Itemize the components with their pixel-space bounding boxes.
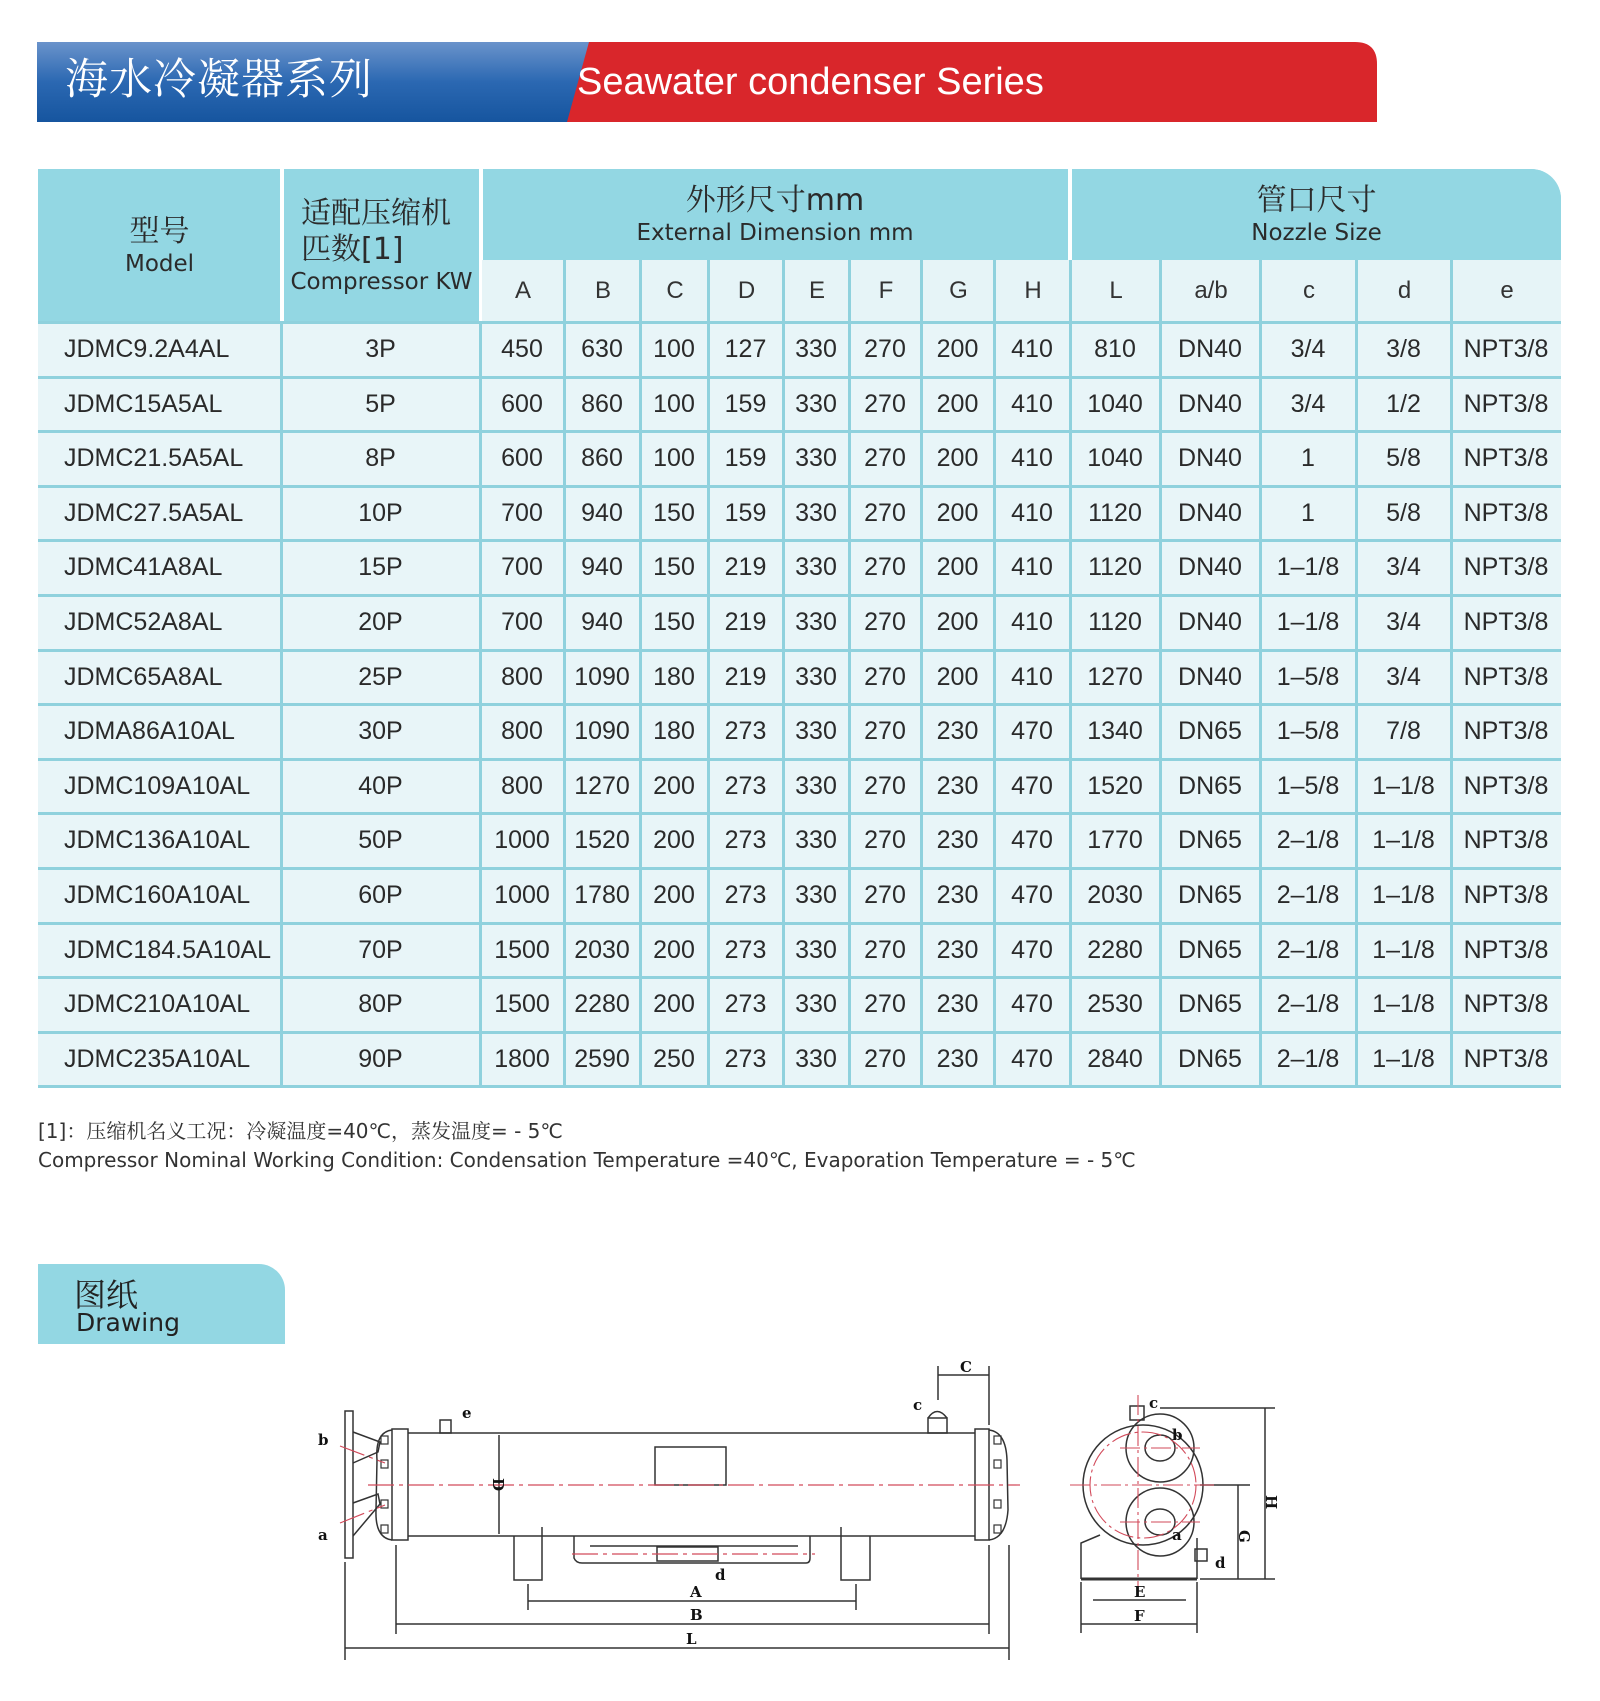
value-cell: 1000 — [494, 881, 550, 909]
value-cell: 1000 — [494, 826, 550, 855]
model-cell: JDMC21.5A5AL — [64, 444, 244, 473]
value-cell: 270 — [864, 990, 906, 1019]
value-cell: 1800 — [494, 1044, 550, 1073]
value-cell: 450 — [501, 335, 543, 363]
value-cell: DN65 — [1178, 826, 1242, 855]
value-cell: NPT3/8 — [1463, 608, 1549, 636]
value-cell: 5/8 — [1386, 498, 1421, 527]
value-cell: 270 — [864, 608, 906, 636]
value-cell: 219 — [724, 553, 767, 582]
footnote-cn: [1]：压缩机名义工况：冷凝温度=40℃，蒸发温度= - 5℃ — [38, 1119, 563, 1143]
drawing-title-en: Drawing — [76, 1308, 180, 1337]
value-cell: 810 — [1094, 335, 1136, 363]
compressor-cell: 15P — [358, 553, 403, 582]
value-cell: 270 — [864, 771, 906, 800]
model-cell: JDMC210A10AL — [64, 990, 251, 1019]
value-cell: 273 — [724, 826, 767, 855]
value-cell: 159 — [724, 389, 767, 418]
value-cell: 410 — [1011, 335, 1053, 363]
model-cell: JDMC27.5A5AL — [64, 498, 244, 527]
value-cell: 1090 — [574, 717, 630, 746]
model-cell: JDMC136A10AL — [64, 826, 251, 855]
column-header-d: d — [1358, 260, 1451, 322]
compressor-cell: 70P — [358, 935, 403, 964]
header-dimension-en: External Dimension mm — [636, 219, 914, 246]
value-cell: 410 — [1011, 662, 1053, 691]
value-cell: DN40 — [1178, 389, 1242, 418]
value-cell: 470 — [1011, 935, 1053, 964]
value-cell: 200 — [936, 444, 979, 473]
value-cell: 1–1/8 — [1372, 881, 1435, 909]
value-cell: 1 — [1301, 444, 1315, 473]
value-cell: 1–1/8 — [1372, 1044, 1435, 1073]
value-cell: 150 — [653, 498, 695, 527]
header-compressor-cn-2: 匹数[1] — [301, 231, 404, 267]
value-cell: 940 — [581, 498, 623, 527]
label-a: a — [318, 1526, 328, 1544]
value-cell: 230 — [936, 717, 979, 746]
banner-title-cn: 海水冷凝器系列 — [65, 55, 373, 105]
compressor-cell: 10P — [358, 498, 403, 527]
value-cell: 159 — [724, 444, 767, 473]
value-cell: DN40 — [1178, 335, 1242, 363]
value-cell: 600 — [501, 389, 543, 418]
value-cell: 159 — [724, 498, 767, 527]
value-cell: 3/4 — [1290, 335, 1326, 363]
value-cell: 1500 — [494, 990, 550, 1019]
value-cell: 1–1/8 — [1372, 935, 1435, 964]
value-cell: 180 — [653, 662, 695, 691]
value-cell: 2030 — [1087, 881, 1143, 909]
value-cell: 1120 — [1088, 553, 1142, 582]
label-e: e — [462, 1404, 472, 1422]
value-cell: DN40 — [1178, 444, 1242, 473]
label-F: F — [1134, 1607, 1145, 1625]
value-cell: 270 — [864, 498, 906, 527]
value-cell: 860 — [581, 444, 623, 473]
column-header-B: B — [566, 260, 640, 322]
value-cell: 330 — [795, 826, 837, 855]
value-cell: 330 — [795, 553, 837, 582]
label-E: E — [1134, 1583, 1146, 1601]
column-header-H: H — [996, 260, 1070, 322]
value-cell: 940 — [581, 608, 623, 636]
value-cell: 1–1/8 — [1372, 771, 1435, 800]
model-cell: JDMA86A10AL — [64, 717, 235, 746]
value-cell: 1040 — [1087, 389, 1143, 418]
value-cell: 470 — [1011, 826, 1053, 855]
value-cell: 273 — [724, 717, 767, 746]
value-cell: 2–1/8 — [1276, 935, 1340, 964]
end-label-a: a — [1172, 1526, 1182, 1544]
column-header-G: G — [923, 260, 994, 322]
compressor-cell: 5P — [365, 389, 396, 418]
value-cell: 1–5/8 — [1276, 771, 1340, 800]
column-header-c: c — [1262, 260, 1356, 322]
value-cell: 860 — [581, 389, 623, 418]
value-cell: NPT3/8 — [1463, 771, 1549, 800]
value-cell: 1770 — [1087, 826, 1143, 855]
value-cell: 1340 — [1087, 717, 1143, 746]
value-cell: 200 — [936, 608, 979, 636]
value-cell: NPT3/8 — [1463, 335, 1549, 363]
value-cell: 270 — [864, 1044, 906, 1073]
value-cell: 330 — [795, 881, 837, 909]
value-cell: 330 — [795, 608, 837, 636]
model-cell: JDMC65A8AL — [64, 662, 223, 691]
value-cell: 270 — [864, 881, 906, 909]
value-cell: 1/2 — [1386, 389, 1421, 418]
compressor-cell: 90P — [358, 1044, 403, 1073]
value-cell: 330 — [795, 935, 837, 964]
value-cell: 270 — [864, 389, 906, 418]
model-cell: JDMC160A10AL — [64, 881, 251, 909]
value-cell: 470 — [1011, 881, 1053, 909]
value-cell: 3/4 — [1386, 662, 1421, 691]
value-cell: DN65 — [1178, 771, 1242, 800]
model-cell: JDMC15A5AL — [64, 389, 223, 418]
value-cell: 410 — [1011, 608, 1053, 636]
drawing-title-cn: 图纸 — [74, 1276, 139, 1314]
compressor-cell: 3P — [365, 335, 396, 363]
value-cell: 600 — [501, 444, 543, 473]
value-cell: 100 — [653, 389, 695, 418]
value-cell: 230 — [936, 881, 979, 909]
value-cell: 330 — [795, 389, 837, 418]
value-cell: 800 — [501, 771, 543, 800]
value-cell: DN65 — [1178, 1044, 1242, 1073]
value-cell: 270 — [864, 717, 906, 746]
column-header-e: e — [1453, 260, 1561, 322]
label-D: D — [489, 1478, 507, 1492]
value-cell: 330 — [795, 771, 837, 800]
value-cell: 410 — [1011, 553, 1053, 582]
header-dimension-cn: 外形尺寸mm — [685, 182, 865, 218]
value-cell: 200 — [653, 935, 695, 964]
value-cell: NPT3/8 — [1463, 389, 1549, 418]
label-d: d — [715, 1566, 726, 1584]
column-header-E: E — [785, 260, 849, 322]
value-cell: 1–5/8 — [1276, 717, 1340, 746]
value-cell: 800 — [501, 717, 543, 746]
value-cell: 127 — [724, 335, 767, 363]
value-cell: 2530 — [1087, 990, 1143, 1019]
value-cell: 200 — [653, 771, 695, 800]
value-cell: 1500 — [494, 935, 550, 964]
compressor-cell: 40P — [358, 771, 403, 800]
right-support — [841, 1527, 870, 1580]
value-cell: DN65 — [1178, 881, 1242, 909]
value-cell: 200 — [936, 553, 979, 582]
value-cell: NPT3/8 — [1463, 553, 1549, 582]
value-cell: 630 — [581, 335, 623, 363]
value-cell: 230 — [936, 826, 979, 855]
value-cell: 1–1/8 — [1372, 826, 1435, 855]
value-cell: 410 — [1011, 498, 1053, 527]
column-header-A: A — [482, 260, 564, 322]
value-cell: 330 — [795, 990, 837, 1019]
footnote-en: Compressor Nominal Working Condition: Condensation Temperature =40℃, Evaporation Temperature = - 5℃ — [38, 1148, 1136, 1172]
end-label-d: d — [1215, 1554, 1226, 1572]
value-cell: NPT3/8 — [1463, 1044, 1549, 1073]
value-cell: DN40 — [1178, 553, 1242, 582]
value-cell: 1 — [1301, 498, 1315, 527]
label-G: G — [1235, 1530, 1253, 1543]
model-cell: JDMC9.2A4AL — [64, 335, 230, 363]
value-cell: 273 — [724, 771, 767, 800]
value-cell: 330 — [795, 335, 837, 363]
side-view — [345, 1366, 1009, 1660]
value-cell: NPT3/8 — [1463, 935, 1549, 964]
value-cell: NPT3/8 — [1463, 717, 1549, 746]
inlet-flange-plate — [345, 1411, 353, 1558]
nozzle-e — [440, 1420, 451, 1433]
value-cell: 1–5/8 — [1276, 662, 1340, 691]
value-cell: 700 — [501, 553, 543, 582]
value-cell: 5/8 — [1386, 444, 1421, 473]
label-H: H — [1262, 1495, 1280, 1510]
column-header-D: D — [710, 260, 783, 322]
value-cell: 270 — [864, 662, 906, 691]
value-cell: 2840 — [1087, 1044, 1143, 1073]
compressor-cell: 30P — [358, 717, 403, 746]
compressor-cell: 80P — [358, 990, 403, 1019]
value-cell: 3/4 — [1386, 553, 1421, 582]
end-label-b: b — [1172, 1426, 1183, 1444]
model-cell: JDMC235A10AL — [64, 1044, 251, 1073]
model-cell: JDMC109A10AL — [64, 771, 251, 800]
value-cell: 2–1/8 — [1276, 826, 1340, 855]
value-cell: 470 — [1011, 771, 1053, 800]
label-A: A — [690, 1583, 702, 1601]
value-cell: 273 — [724, 935, 767, 964]
value-cell: 180 — [653, 717, 695, 746]
header-compressor-cn-1: 适配压缩机 — [301, 195, 451, 231]
compressor-cell: 60P — [358, 881, 403, 909]
model-cell: JDMC52A8AL — [64, 608, 223, 636]
value-cell: 2–1/8 — [1276, 990, 1340, 1019]
value-cell: 270 — [864, 444, 906, 473]
value-cell: 1–1/8 — [1372, 990, 1435, 1019]
end-label-c: c — [1149, 1394, 1159, 1412]
value-cell: 219 — [724, 662, 767, 691]
value-cell: 2280 — [1087, 935, 1143, 964]
value-cell: 200 — [653, 881, 695, 909]
value-cell: 940 — [581, 553, 623, 582]
value-cell: NPT3/8 — [1463, 990, 1549, 1019]
compressor-cell: 50P — [358, 826, 403, 855]
label-B: B — [690, 1606, 703, 1624]
value-cell: 1090 — [574, 662, 630, 691]
label-C: C — [960, 1358, 972, 1376]
header-nozzle-en: Nozzle Size — [1251, 219, 1382, 246]
value-cell: NPT3/8 — [1463, 881, 1549, 909]
value-cell: DN40 — [1178, 608, 1242, 636]
compressor-cell: 20P — [358, 608, 403, 636]
value-cell: 230 — [936, 935, 979, 964]
value-cell: DN65 — [1178, 935, 1242, 964]
left-support — [514, 1527, 542, 1580]
banner-title-en: Seawater condenser Series — [577, 61, 1044, 103]
value-cell: 1–1/8 — [1276, 608, 1340, 636]
value-cell: 200 — [936, 389, 979, 418]
value-cell: 1120 — [1088, 498, 1142, 527]
value-cell: 270 — [864, 553, 906, 582]
value-cell: 470 — [1011, 990, 1053, 1019]
value-cell: 470 — [1011, 717, 1053, 746]
value-cell: 700 — [501, 608, 543, 636]
value-cell: 200 — [936, 498, 979, 527]
value-cell: DN65 — [1178, 717, 1242, 746]
value-cell: 330 — [795, 498, 837, 527]
value-cell: 200 — [653, 826, 695, 855]
value-cell: 410 — [1011, 444, 1053, 473]
value-cell: NPT3/8 — [1463, 444, 1549, 473]
header-model-cn: 型号 — [129, 213, 190, 249]
value-cell: DN40 — [1178, 498, 1242, 527]
value-cell: 800 — [501, 662, 543, 691]
value-cell: 273 — [724, 1044, 767, 1073]
value-cell: 3/4 — [1290, 389, 1326, 418]
label-L: L — [686, 1630, 697, 1648]
value-cell: 700 — [501, 498, 543, 527]
value-cell: NPT3/8 — [1463, 662, 1549, 691]
value-cell: 1270 — [574, 771, 630, 800]
value-cell: 2280 — [574, 990, 630, 1019]
value-cell: 410 — [1011, 389, 1053, 418]
value-cell: 1270 — [1087, 662, 1143, 691]
label-b: b — [318, 1431, 329, 1449]
value-cell: 3/4 — [1386, 608, 1421, 636]
value-cell: 273 — [724, 881, 767, 909]
header-model-en: Model — [124, 250, 195, 277]
column-header-F: F — [851, 260, 921, 322]
column-header-a-b: a/b — [1162, 260, 1260, 322]
value-cell: 330 — [795, 717, 837, 746]
value-cell: 2–1/8 — [1276, 1044, 1340, 1073]
value-cell: 7/8 — [1386, 717, 1421, 746]
value-cell: 150 — [653, 553, 695, 582]
inlet-reducer-b — [353, 1432, 380, 1463]
label-c: c — [913, 1396, 923, 1414]
value-cell: 270 — [864, 335, 906, 363]
value-cell: 330 — [795, 662, 837, 691]
value-cell: 1780 — [574, 881, 630, 909]
model-cell: JDMC184.5A10AL — [64, 935, 272, 964]
model-cell: JDMC41A8AL — [64, 553, 223, 582]
value-cell: 1–1/8 — [1276, 553, 1340, 582]
column-header-C: C — [642, 260, 708, 322]
value-cell: 330 — [795, 444, 837, 473]
value-cell: 270 — [864, 935, 906, 964]
value-cell: 230 — [936, 771, 979, 800]
value-cell: 470 — [1011, 1044, 1053, 1073]
nozzle-c — [928, 1418, 947, 1433]
value-cell: DN40 — [1178, 662, 1242, 691]
column-header-L: L — [1072, 260, 1160, 322]
value-cell: 100 — [653, 335, 695, 363]
value-cell: 273 — [724, 990, 767, 1019]
compressor-cell: 25P — [358, 662, 403, 691]
value-cell: 100 — [653, 444, 695, 473]
value-cell: 150 — [653, 608, 695, 636]
value-cell: NPT3/8 — [1463, 498, 1549, 527]
value-cell: 3/8 — [1386, 335, 1421, 363]
value-cell: 200 — [936, 662, 979, 691]
value-cell: 2–1/8 — [1276, 881, 1340, 909]
value-cell: 1520 — [1087, 771, 1143, 800]
compressor-cell: 8P — [365, 444, 396, 473]
value-cell: 2030 — [574, 935, 630, 964]
value-cell: DN65 — [1178, 990, 1242, 1019]
value-cell: 1040 — [1087, 444, 1143, 473]
value-cell: 1520 — [574, 826, 630, 855]
value-cell: 1120 — [1088, 608, 1142, 636]
value-cell: 330 — [795, 1044, 837, 1073]
header-compressor-en: Compressor KW — [290, 268, 473, 295]
value-cell: 270 — [864, 826, 906, 855]
value-cell: NPT3/8 — [1463, 826, 1549, 855]
value-cell: 200 — [653, 990, 695, 1019]
drain-pipe — [574, 1536, 810, 1563]
value-cell: 200 — [936, 335, 979, 363]
value-cell: 250 — [653, 1044, 695, 1073]
value-cell: 2590 — [574, 1044, 630, 1073]
nameplate-box — [655, 1447, 726, 1485]
value-cell: 230 — [936, 1044, 979, 1073]
header-nozzle-cn: 管口尺寸 — [1256, 182, 1377, 218]
value-cell: 230 — [936, 990, 979, 1019]
value-cell: 219 — [724, 608, 767, 636]
